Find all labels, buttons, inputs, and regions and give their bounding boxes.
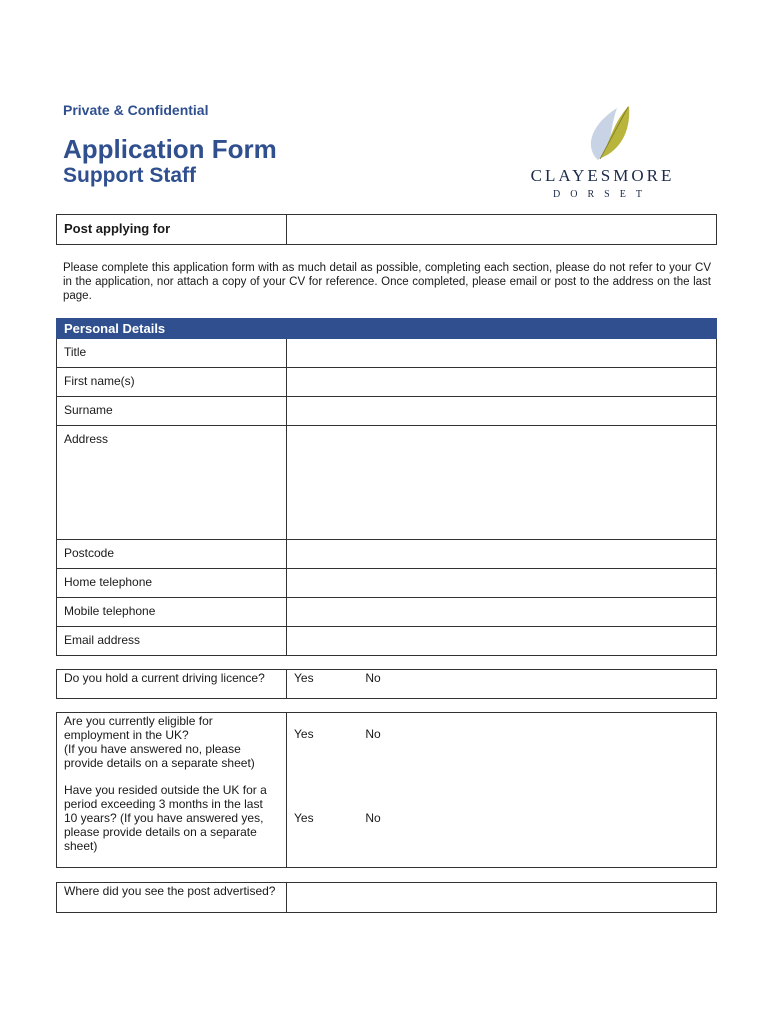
mobile-telephone-label: Mobile telephone xyxy=(57,598,287,627)
email-label: Email address xyxy=(57,627,287,656)
eligible-no-option[interactable]: No xyxy=(365,727,381,741)
mobile-telephone-input[interactable] xyxy=(287,598,717,627)
surname-label: Surname xyxy=(57,397,287,426)
resided-no-option[interactable]: No xyxy=(365,811,381,825)
section-heading: Personal Details xyxy=(57,319,717,339)
driving-yes-option[interactable]: Yes xyxy=(294,671,314,685)
personal-details-table xyxy=(56,318,717,656)
home-telephone-label: Home telephone xyxy=(57,569,287,598)
confidential-label: Private & Confidential xyxy=(63,102,209,118)
intro-text: Please complete this application form with as much detail as possible, completing each section, please do not refer to your CV in the application, nor attach a copy of your CV for reference. Once completed, please email or post to the address on the last page. xyxy=(63,262,711,302)
address-label: Address xyxy=(57,426,287,540)
postcode-input[interactable] xyxy=(287,540,717,569)
page-title: Application Form xyxy=(63,134,277,164)
driving-table xyxy=(56,669,717,699)
eligible-label: Are you currently eligible for employment in the UK? xyxy=(64,714,213,742)
post-table xyxy=(56,214,717,245)
home-telephone-input[interactable] xyxy=(287,569,717,598)
logo-wordmark: CLAYESMORE xyxy=(530,166,675,185)
first-name-input[interactable] xyxy=(287,368,717,397)
driving-label: Do you hold a current driving licence? xyxy=(57,670,287,699)
advertised-label: Where did you see the post advertised? xyxy=(57,883,287,913)
post-input[interactable] xyxy=(287,215,717,245)
surname-input[interactable] xyxy=(287,397,717,426)
email-input[interactable] xyxy=(287,627,717,656)
resided-label: Have you resided outside the UK for a period exceeding 3 months in the last 10 years? (If you have answered yes, please provide details on a separate sheet) xyxy=(64,783,267,853)
resided-yes-option[interactable]: Yes xyxy=(294,811,314,825)
address-input[interactable] xyxy=(287,426,717,540)
eligibility-table xyxy=(56,712,717,868)
driving-no-option[interactable]: No xyxy=(365,671,381,685)
advertised-input[interactable] xyxy=(287,883,717,913)
logo-subtext: DORSET xyxy=(553,189,652,200)
first-name-label: First name(s) xyxy=(57,368,287,397)
title-label: Title xyxy=(57,339,287,368)
eligible-yes-option[interactable]: Yes xyxy=(294,727,314,741)
eligible-note: (If you have answered no, please provide details on a separate sheet) xyxy=(64,742,255,770)
page-subtitle: Support Staff xyxy=(63,164,196,187)
postcode-label: Postcode xyxy=(57,540,287,569)
post-label: Post applying for xyxy=(57,215,287,245)
advertised-table xyxy=(56,882,717,913)
title-input[interactable] xyxy=(287,339,717,368)
